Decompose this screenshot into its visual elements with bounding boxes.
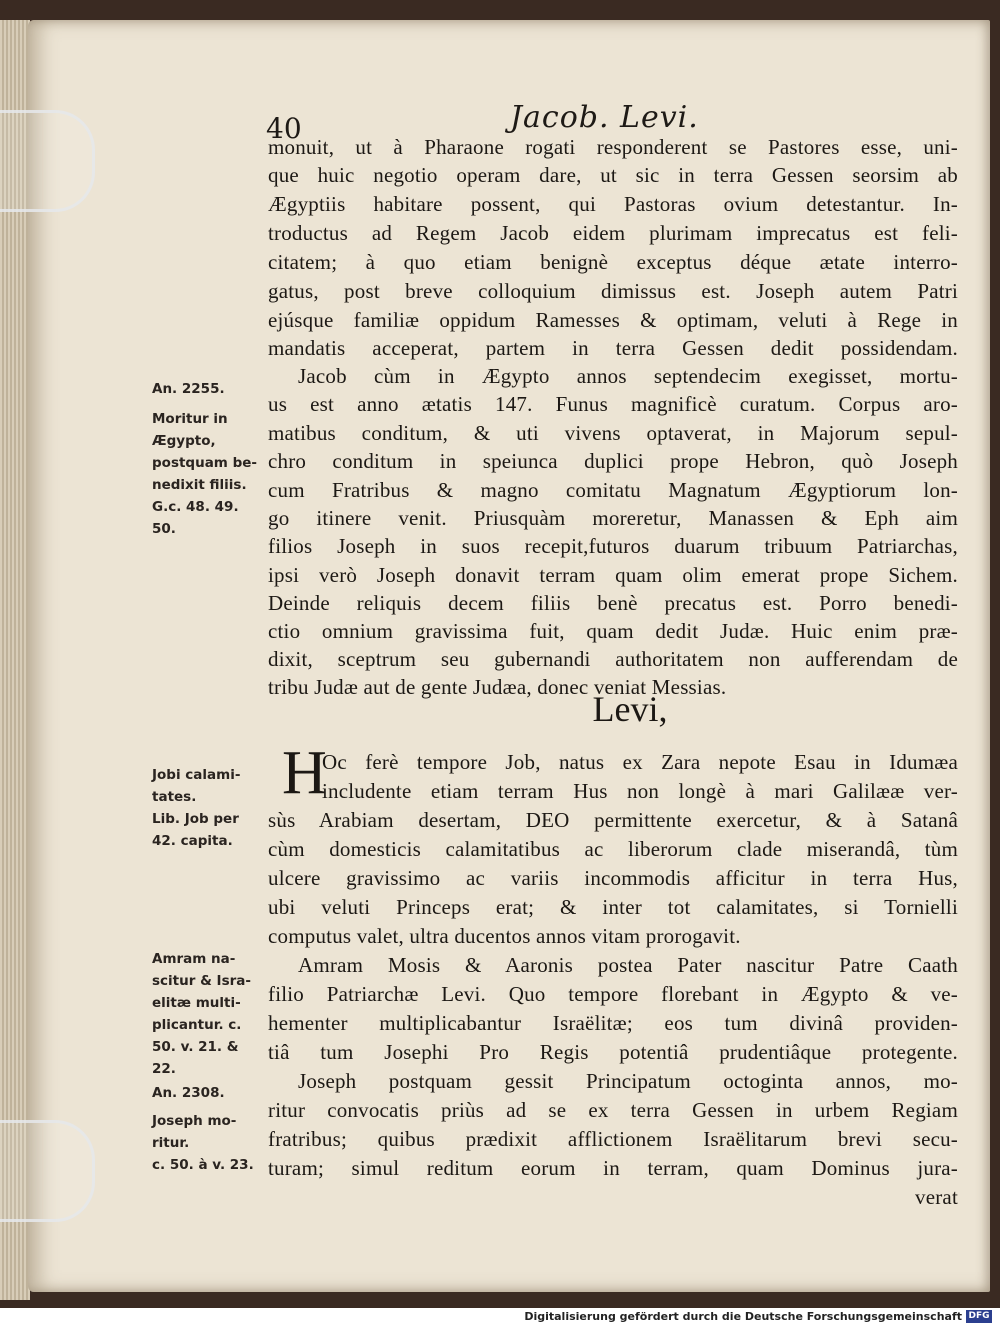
margin-note-year: An. 2308.: [152, 1085, 225, 1101]
text-line: turam; simul reditum eorum in terram, quam Dominus jura-: [268, 1156, 958, 1180]
text-line: Amram Mosis & Aaronis postea Pater nascitur Patre Caath: [298, 953, 958, 977]
drop-cap: H: [282, 739, 327, 807]
text-line: chro conditum in speiunca duplici prope Hebron, quò Joseph: [268, 449, 958, 473]
margin-note-year: An. 2255.: [152, 381, 225, 397]
catchword: verat: [915, 1185, 958, 1209]
page-edge-stack: [0, 20, 30, 1300]
text-line: fratribus; quibus prædixit afflictionem Israëlitarum brevi secu-: [268, 1127, 958, 1151]
text-line: Ægyptiis habitare possent, qui Pastoras ovium detestantur. In-: [268, 192, 958, 216]
text-line: ctio omnium gravissima fuit, quam dedit Judæ. Huic enim præ-: [268, 619, 958, 643]
text-line: matibus conditum, & uti vivens optaverat, in Majorum sepul-: [268, 421, 958, 445]
text-line: monuit, ut à Pharaone rogati responderent se Pastores esse, uni-: [268, 135, 958, 159]
dfg-logo-icon: DFG: [966, 1310, 992, 1323]
text-line: Joseph postquam gessit Principatum octoginta annos, mo-: [298, 1069, 958, 1093]
text-line: ubi veluti Princeps erat; & inter tot calamitates, si Tornielli: [268, 895, 958, 919]
margin-note-joseph-death: Joseph mo- ritur. c. 50. à v. 23.: [152, 1113, 254, 1173]
text-line: ritur convocatis priùs ad se ex terra Gessen in urbem Regiam: [268, 1098, 958, 1122]
text-line: Jacob cùm in Ægypto annos septendecim exegisset, mortu-: [298, 364, 958, 388]
text-line: Deinde reliquis decem filiis benè precatus est. Porro benedi-: [268, 591, 958, 615]
text-line: us est anno ætatis 147. Funus magnificè curatum. Corpus aro-: [268, 392, 958, 416]
text-line: sùs Arabiam desertam, DEO permittente exercetur, & à Satanâ: [268, 808, 958, 832]
text-line: ulcere gravissimo ac variis incommodis afficitur in terra Hus,: [268, 866, 958, 890]
page-clip-top: [0, 110, 95, 212]
footer-credit: Digitalisierung gefördert durch die Deutsche Forschungsgemeinschaft: [524, 1310, 962, 1323]
text-line: ipsi verò Joseph donavit terram quam olim emerat prope Sichem.: [268, 563, 958, 587]
text-line: Oc ferè tempore Job, natus ex Zara nepote Esau in Idumæa: [322, 750, 958, 774]
text-line: tiâ tum Josephi Pro Regis potentiâ prudentiâque protegente.: [268, 1040, 958, 1064]
text-line: dixit, sceptrum seu gubernandi authoritatem non aufferendam de: [268, 647, 958, 671]
text-line: filios Joseph in suos recepit,futuros duarum tribuum Patriarchas,: [268, 534, 958, 558]
text-line: filio Patriarchæ Levi. Quo tempore florebant in Ægypto & ve-: [268, 982, 958, 1006]
text-line: que huic negotio operam dare, ut sic in terra Gessen seorsim ab: [268, 163, 958, 187]
page-number: 40: [266, 112, 302, 145]
text-line: ejúsque familiæ oppidum Ramesses & optimam, veluti à Rege in: [268, 308, 958, 332]
text-line: tribu Judæ aut de gente Judæa, donec veniat Messias.: [268, 675, 727, 699]
text-line: citatem; à quo etiam benignè exceptus déque ætate interro-: [268, 250, 958, 274]
text-line: troductus ad Regem Jacob eidem plurimam imprecatus est feli-: [268, 221, 958, 245]
margin-note-job: Jobi calami- tates. Lib. Job per 42. capita.: [152, 767, 241, 849]
text-line: computus valet, ultra ducentos annos vitam prorogavit.: [268, 924, 741, 948]
section-heading: Levi,: [592, 689, 668, 729]
margin-note-amram: Amram na- scitur & Isra- elitæ multi- plicantur. c. 50. v. 21. & 22.: [152, 951, 251, 1077]
text-line: cum Fratribus & magno comitatu Magnatum Ægyptiorum lon-: [268, 478, 958, 502]
text-line: go itinere venit. Priusquàm moreretur, Manassen & Eph aim: [268, 506, 958, 530]
text-line: includente etiam terram Hus non longè à mari Galilææ ver-: [322, 779, 958, 803]
running-head: Jacob. Levi.: [510, 100, 699, 135]
text-line: gatus, post breve colloquium dimissus est. Joseph autem Patri: [268, 279, 958, 303]
text-line: mandatis acceperat, partem in terra Gessen dedit possidendam.: [268, 336, 958, 360]
text-line: hementer multiplicabantur Israëlitæ; eos tum divinâ providen-: [268, 1011, 958, 1035]
margin-note-jacob-death: Moritur in Ægypto, postquam be- nedixit filiis. G.c. 48. 49. 50.: [152, 411, 258, 537]
page-clip-bottom: [0, 1120, 95, 1222]
text-line: cùm domesticis calamitatibus ac liberorum clade miserandâ, tùm: [268, 837, 958, 861]
